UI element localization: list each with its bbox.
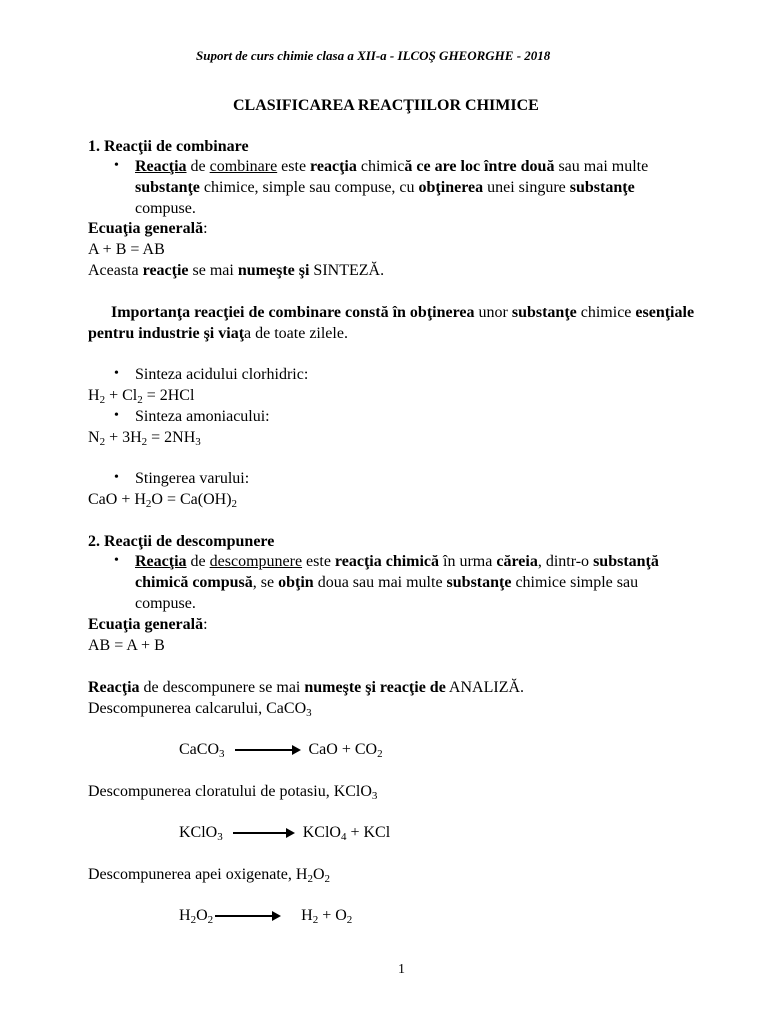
s1-bullet-nh3: Sinteza amoniacului: xyxy=(135,408,270,425)
s1-equation-label: Ecuaţia generală: xyxy=(88,220,208,237)
s2-general-equation: AB = A + B xyxy=(88,637,165,654)
s2-definition-line-1: Reacţia de descompunere este reacţia chimică în urma căreia, dintr-o substanţă xyxy=(135,553,659,570)
s1-bullet-hcl: Sinteza acidului clorhidric: xyxy=(135,366,309,383)
s2-equation-label: Ecuaţia generală: xyxy=(88,616,208,633)
s1-equation-nh3: $N_2 + 3H_2 = 2NH_3$ xyxy=(88,429,201,448)
s1-synonym: Aceasta reacţie se mai numeşte şi SINTEZĂ. xyxy=(88,262,385,279)
s2-synonym: Reacţia de descompunere se mai numeşte şi reacţie de ANALIZĂ. xyxy=(88,679,525,696)
s1-equation-lime: CaO + $H_2O = Ca(OH)_2$ xyxy=(88,491,238,510)
section-2-heading: 2. Reacţii de descompunere xyxy=(88,533,275,550)
bullet-icon: • xyxy=(114,470,119,485)
s2-example-2-reaction: KClO$_3$ KClO$_4$ + KCl xyxy=(179,824,391,843)
s1-definition-line-2: substanţe chimice, simple sau compuse, cu obţinerea unei singure substanţe xyxy=(135,179,635,196)
s1-definition-line-1: Reacţia de combinare este reacţia chimică ce are loc între două sau mai multe xyxy=(135,158,649,175)
bullet-icon: • xyxy=(114,366,119,381)
s1-importance-line-1: Importanţa reacţiei de combinare constă în obţinerea unor substanţe chimice esenţiale xyxy=(111,304,695,321)
s1-general-equation: A + B = AB xyxy=(88,241,165,258)
bullet-icon: • xyxy=(114,408,119,423)
section-1-heading: 1. Reacţii de combinare xyxy=(88,138,249,155)
reaction-arrow-icon xyxy=(215,915,279,917)
reaction-arrow-icon xyxy=(235,749,299,751)
bullet-icon: • xyxy=(114,553,119,568)
s2-definition-line-3: compuse. xyxy=(135,595,196,612)
s2-example-3-reaction: $H_2O_2$ $H_2 + O_2$ xyxy=(179,907,353,926)
page-number: 1 xyxy=(398,962,405,977)
s1-definition-line-3: compuse. xyxy=(135,200,196,217)
bullet-icon: • xyxy=(114,158,119,173)
s2-example-2-label: Descompunerea cloratului de potasiu, KClO$_3$ xyxy=(88,783,378,802)
s2-example-1-reaction: CaCO$_3$ CaO + $CO_2$ xyxy=(179,741,383,760)
s1-bullet-lime: Stingerea varului: xyxy=(135,470,250,487)
s2-example-3-label: Descompunerea apei oxigenate, $H_2O_2$ xyxy=(88,866,331,885)
s2-definition-line-2: chimică compusă, se obţin doua sau mai multe substanţe chimice simple sau xyxy=(135,574,639,591)
page-title: CLASIFICAREA REACŢIILOR CHIMICE xyxy=(233,97,539,114)
s1-importance-line-2: pentru industrie şi viaţa de toate zilele. xyxy=(88,325,348,342)
reaction-arrow-icon xyxy=(233,832,293,834)
s2-example-1-label: Descompunerea calcarului, CaCO$_3$ xyxy=(88,700,312,719)
s1-equation-hcl: $H_2 + Cl_2 = 2HCl$ xyxy=(88,387,195,406)
page-header: Suport de curs chimie clasa a XII-a - ILCOŞ GHEORGHE - 2018 xyxy=(196,48,551,63)
